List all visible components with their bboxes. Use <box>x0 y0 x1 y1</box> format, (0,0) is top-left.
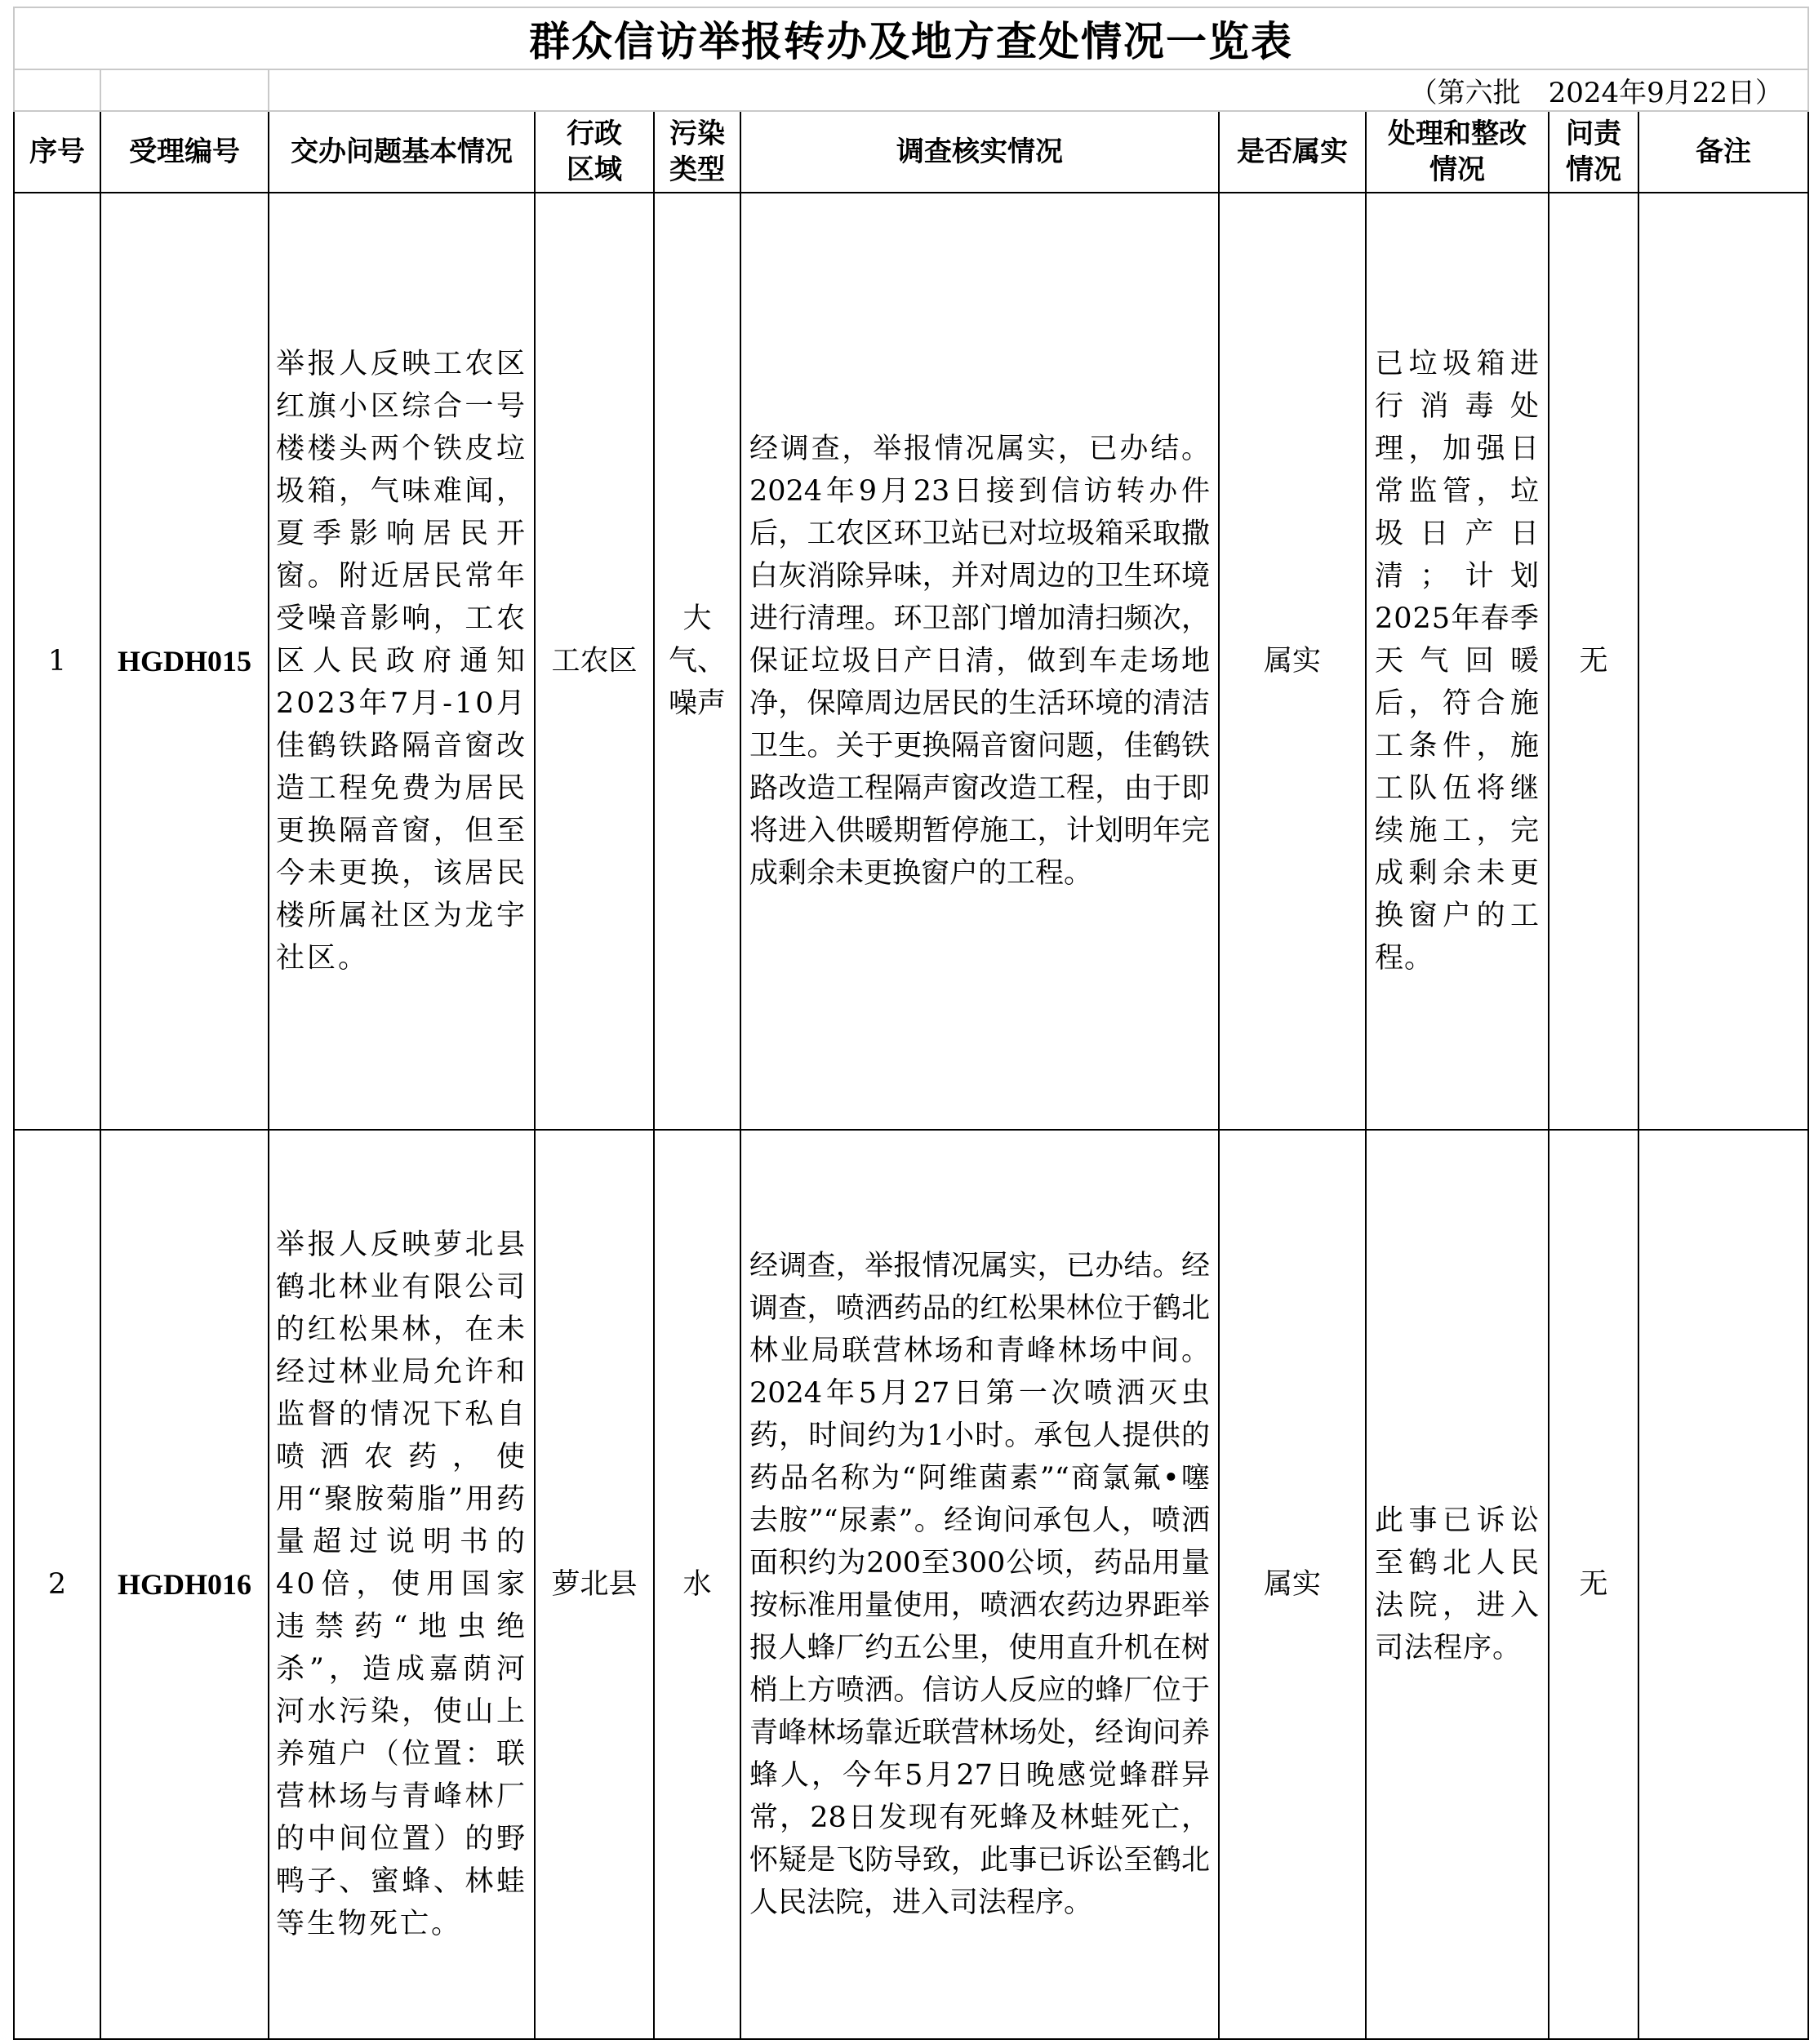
row-pollution: 水 <box>654 1130 740 2039</box>
row-remarks <box>1638 193 1808 1130</box>
empty-cell <box>100 69 269 111</box>
header-remarks: 备注 <box>1638 111 1808 193</box>
page-title: 群众信访举报转办及地方查处情况一览表 <box>14 7 1808 69</box>
row-remarks <box>1638 1130 1808 2039</box>
table-row <box>14 1130 1808 2039</box>
header-code: 受理编号 <box>100 111 269 193</box>
header-accountability: 问责情况 <box>1549 111 1638 193</box>
row-seq: 2 <box>14 1130 100 2039</box>
row-investigation: 经调查，举报情况属实，已办结。经调查，喷洒药品的红松果林位于鹤北林业局联营林场和青峰林场中间。2024年5月27日第一次喷洒灭虫药，时间约为1小时。承包人提供的药品名称为“阿维菌素”“商氯氟•噻去胺”“尿素”。经询问承包人，喷洒面积约为200至300公顷，药品用量按标准用量使用，喷洒农药边界距举报人蜂厂约五公里，使用直升机在树梢上方喷洒。信访人反应的蜂厂位于青峰林场靠近联营林场处，经询问养蜂人，今年5月27日晚感觉蜂群异常，28日发现有死蜂及林蛙死亡，怀疑是飞防导致，此事已诉讼至鹤北人民法院，进入司法程序。 <box>740 1130 1219 2039</box>
row-accountability: 无 <box>1549 1130 1638 2039</box>
header-seq: 序号 <box>14 111 100 193</box>
header-row <box>14 111 1808 193</box>
row-handling: 此事已诉讼至鹤北人民法院，进入司法程序。 <box>1366 1130 1549 2039</box>
row-accountability: 无 <box>1549 193 1638 1130</box>
header-verified: 是否属实 <box>1219 111 1366 193</box>
row-basic: 举报人反映工农区红旗小区综合一号楼楼头两个铁皮垃圾箱，气味难闻，夏季影响居民开窗。附近居民常年受噪音影响，工农区人民政府通知2023年7月-10月佳鹤铁路隔音窗改造工程免费为居民更换隔音窗，但至今未更换，该居民楼所属社区为龙宇社区。 <box>269 193 535 1130</box>
row-basic: 举报人反映萝北县鹤北林业有限公司的红松果林，在未经过林业局允许和监督的情况下私自喷洒农药，使用“聚胺菊脂”用药量超过说明书的40倍，使用国家违禁药“地虫绝杀”，造成嘉荫河河水污染，使山上养殖户（位置：联营林场与青峰林厂的中间位置）的野鸭子、蜜蜂、林蛙等生物死亡。 <box>269 1130 535 2039</box>
table-row <box>14 193 1808 1130</box>
batch-row <box>14 69 1808 111</box>
row-verified: 属实 <box>1219 193 1366 1130</box>
title-row <box>14 7 1808 69</box>
report-table <box>13 7 1809 2040</box>
row-seq: 1 <box>14 193 100 1130</box>
row-region: 萝北县 <box>535 1130 654 2039</box>
row-investigation: 经调查，举报情况属实，已办结。2024年9月23日接到信访转办件后，工农区环卫站已对垃圾箱采取撒白灰消除异味，并对周边的卫生环境进行清理。环卫部门增加清扫频次，保证垃圾日产日清，做到车走场地净，保障周边居民的生活环境的清洁卫生。关于更换隔音窗问题，佳鹤铁路改造工程隔声窗改造工程，由于即将进入供暖期暂停施工，计划明年完成剩余未更换窗户的工程。 <box>740 193 1219 1130</box>
row-code: HGDH015 <box>100 193 269 1130</box>
header-pollution: 污染类型 <box>654 111 740 193</box>
row-code: HGDH016 <box>100 1130 269 2039</box>
batch-label: （第六批 2024年9月22日） <box>269 69 1808 111</box>
header-region: 行政区域 <box>535 111 654 193</box>
row-region: 工农区 <box>535 193 654 1130</box>
header-handling: 处理和整改情况 <box>1366 111 1549 193</box>
header-basic: 交办问题基本情况 <box>269 111 535 193</box>
empty-cell <box>14 69 100 111</box>
row-handling: 已垃圾箱进行消毒处理，加强日常监管，垃圾日产日清；计划2025年春季天气回暖后，符合施工条件，施工队伍将继续施工，完成剩余未更换窗户的工程。 <box>1366 193 1549 1130</box>
row-verified: 属实 <box>1219 1130 1366 2039</box>
row-pollution: 大气、噪声 <box>654 193 740 1130</box>
header-investigation: 调查核实情况 <box>740 111 1219 193</box>
